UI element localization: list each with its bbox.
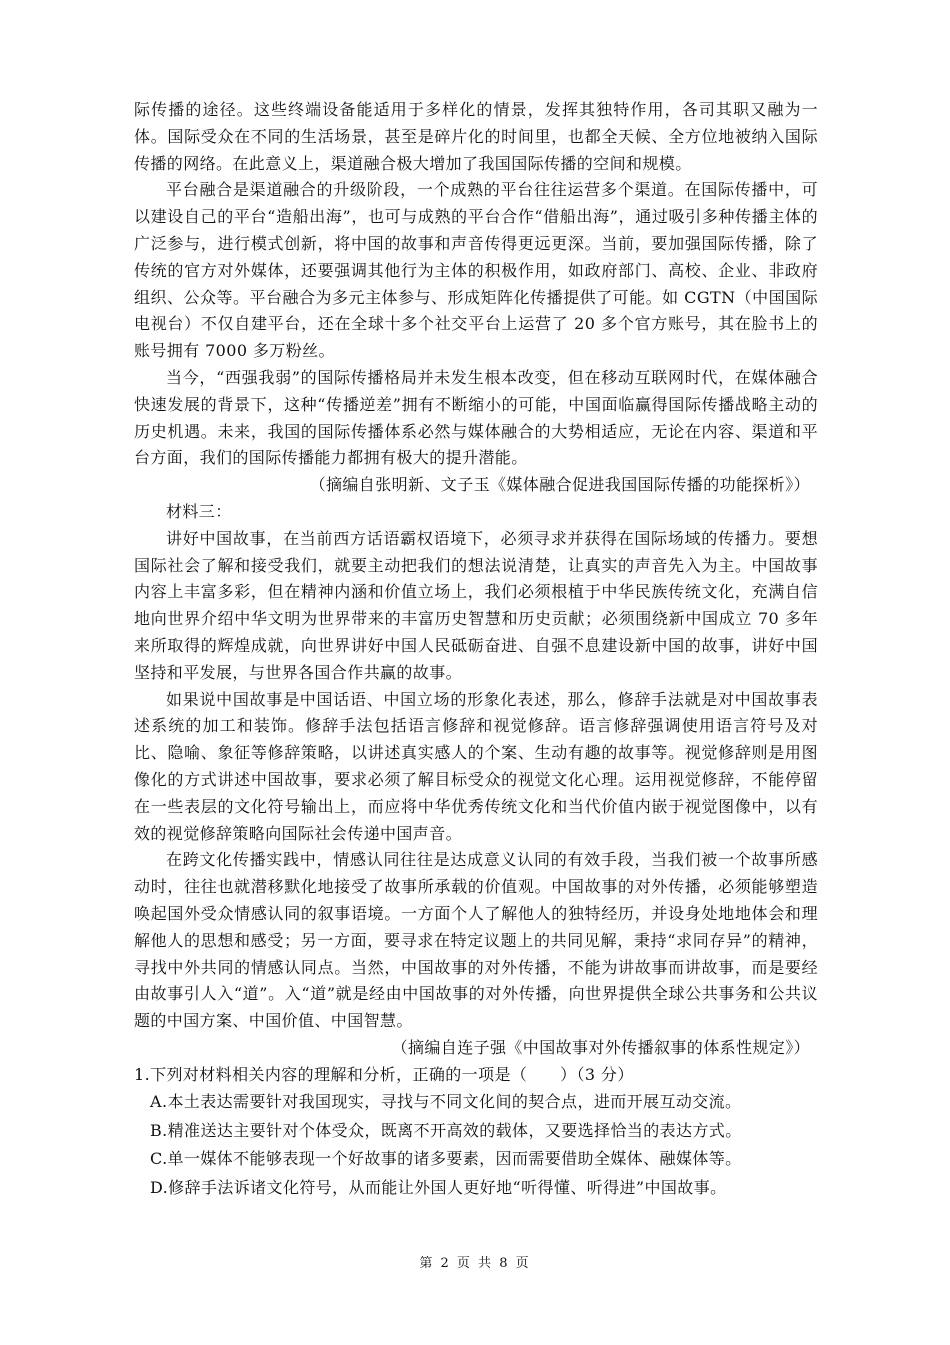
material3-paragraph-3: 在跨文化传播实践中，情感认同往往是达成意义认同的有效手段，当我们被一个故事所感动时，往往也就潜移默化地接受了故事所承载的价值观。中国故事的对外传播，必须能够塑造唤起国外受众情感认同的叙事语境。一方面个人了解他人的独特经历，并设身处地地体会和理解他人的思想和感受；另一方面，要寻求在特定议题上的共同见解，秉持“求同存异”的精神，寻找中外共同的情感认同点。当然，中国故事的对外传播，不能为讲故事而讲故事，而是要经由故事引人入“道”。入“道”就是经由中国故事的对外传播，向世界提供全球公共事务和公共议题的中国方案、中国价值、中国智慧。 <box>134 850 818 1031</box>
question-1 <box>134 1062 818 1202</box>
reading-material <box>134 97 818 1202</box>
material2-paragraph-2: 平台融合是渠道融合的升级阶段，一个成熟的平台往往运营多个渠道。在国际传播中，可以建设自己的平台“造船出海”，也可与成熟的平台合作“借船出海”，通过吸引多种传播主体的广泛参与，进行模式创新，将中国的故事和声音传得更远更深。当前，要加强国际传播，除了传统的官方对外媒体，还要强调其他行为主体的积极作用，如政府部门、高校、企业、非政府组织、公众等。平台融合为多元主体参与、形成矩阵化传播提供了可能。如 CGTN（中国国际电视台）不仅自建平台，还在全球十多个社交平台上运营了 20 多个官方账号，其在脸书上的账号拥有 7000 多万粉丝。 <box>134 180 818 361</box>
option-a[interactable]: A.本土表达需要针对我国现实，寻找与不同文化间的契合点，进而开展互动交流。 <box>150 1092 742 1112</box>
question-stem: 1.下列对材料相关内容的理解和分析，正确的一项是（ ）（3 分） <box>134 1064 634 1084</box>
material3-source: （摘编自连子强《中国故事对外传播叙事的体系性规定》） <box>391 1037 810 1057</box>
option-b[interactable]: B.精准送达主要针对个体受众，既离不开高效的载体，又要选择恰当的表达方式。 <box>150 1120 742 1140</box>
option-d[interactable]: D.修辞手法诉诸文化符号，从而能让外国人更好地“听得懂、听得进”中国故事。 <box>150 1177 727 1197</box>
page-number: 第 2 页 共 8 页 <box>419 1256 531 1271</box>
material3-paragraph-2: 如果说中国故事是中国话语、中国立场的形象化表述，那么，修辞手法就是对中国故事表述系统的加工和装饰。修辞手法包括语言修辞和视觉修辞。语言修辞强调使用语言符号及对比、隐喻、象征等修辞策略，以讲述真实感人的个案、生动有趣的故事等。视觉修辞则是用图像化的方式讲述中国故事，要求必须了解目标受众的视觉文化心理。运用视觉修辞，不能停留在一些表层的文化符号输出上，而应将中华优秀传统文化和当代价值内嵌于视觉图像中，以有效的视觉修辞策略向国际社会传递中国声音。 <box>134 689 818 843</box>
material2-paragraph-1: 际传播的途径。这些终端设备能适用于多样化的情景，发挥其独特作用，各司其职又融为一体。国际受众在不同的生活场景，甚至是碎片化的时间里，也都全天候、全方位地被纳入国际传播的网络。在此意义上，渠道融合极大增加了我国国际传播的空间和规模。 <box>134 100 818 173</box>
material2-source: （摘编自张明新、文子玉《媒体融合促进我国国际传播的功能探析》） <box>309 475 810 495</box>
option-c[interactable]: C.单一媒体不能够表现一个好故事的诸多要素，因而需要借助全媒体、融媒体等。 <box>150 1149 742 1169</box>
material2-paragraph-3: 当今，“西强我弱”的国际传播格局并未发生根本改变，但在移动互联网时代，在媒体融合快速发展的背景下，这种“传播逆差”拥有不断缩小的可能，中国面临赢得国际传播战略主动的历史机遇。未来，我国的国际传播体系必然与媒体融合的大势相适应，无论在内容、渠道和平台方面，我们的国际传播能力都拥有极大的提升潜能。 <box>134 367 818 468</box>
material3-heading: 材料三： <box>166 501 232 521</box>
material3-paragraph-1: 讲好中国故事，在当前西方话语霸权语境下，必须寻求并获得在国际场域的传播力。要想国际社会了解和接受我们，就要主动把我们的想法说清楚，让真实的声音先入为主。中国故事内容上丰富多彩，但在精神内涵和价值立场上，我们必须根植于中华民族传统文化，充满自信地向世界介绍中华文明为世界带来的丰富历史智慧和历史贡献；必须围绕新中国成立 70 多年来所取得的辉煌成就，向世界讲好中国人民砥砺奋进、自强不息建设新中国的故事，讲好中国坚持和平发展，与世界各国合作共赢的故事。 <box>134 528 818 682</box>
